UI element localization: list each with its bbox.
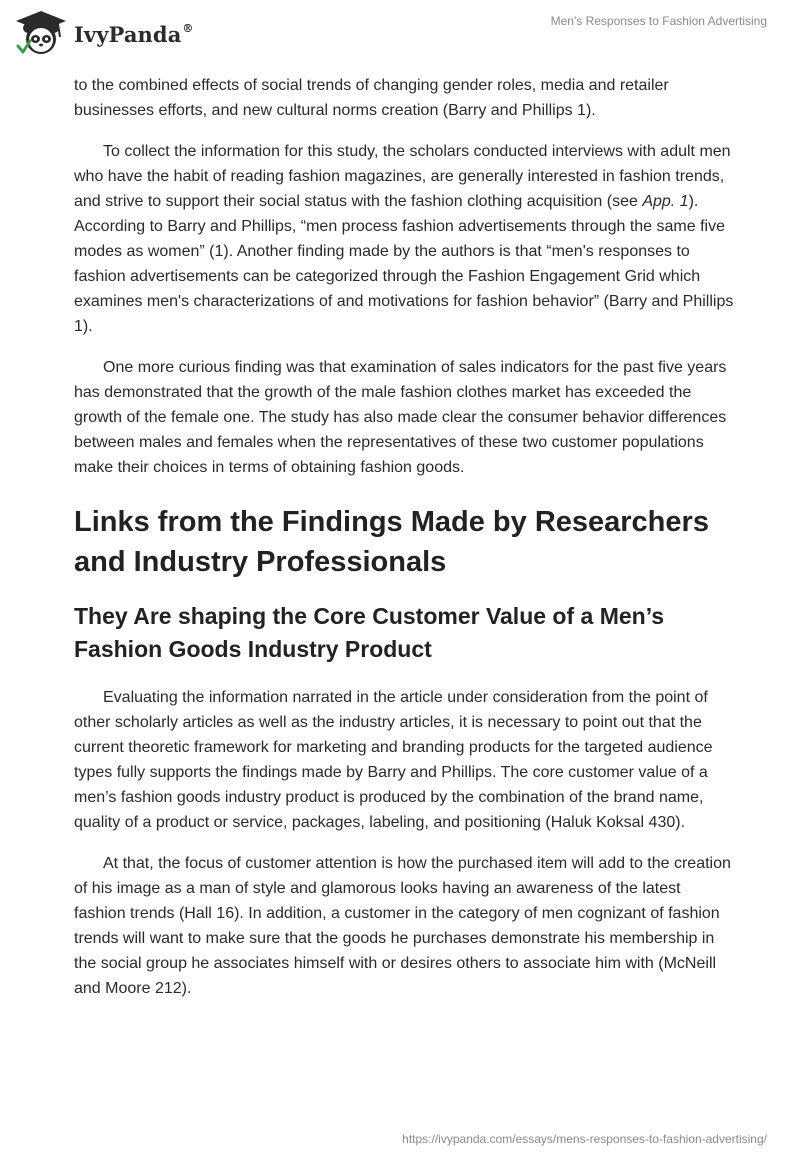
logo-text: IvyPanda®	[74, 21, 194, 47]
subsection-heading: They Are shaping the Core Customer Value of a Men’s Fashion Goods Industry Product	[74, 603, 665, 662]
section-heading: Links from the Findings Made by Researchers and Industry Professionals	[74, 506, 709, 578]
page-header	[0, 0, 800, 70]
logo[interactable]	[14, 8, 194, 60]
appendix-reference: App. 1	[642, 193, 689, 210]
paragraph-1: to the combined effects of social trends of changing gender roles, media and retailer businesses efforts, and new cultural norms creation (Barry and Phillips 1).	[74, 77, 669, 119]
paragraph-3: One more curious finding was that examination of sales indicators for the past five years has demonstrated that the growth of the male fashion clothes market has exceeded the growth of the female one. The study has also made clear the consumer behavior differences between males and females when the representatives of these two customer populations make their choices in terms of obtaining fashion goods.	[74, 359, 727, 476]
essay-content	[74, 73, 734, 1017]
paragraph-2-text-b: ). According to Barry and Phillips, “men process fashion advertisements through the same five modes as women” (1). Another finding made by the authors is that “men's responses to fashion advertisements can be categorized through the Fashion Engagement Grid which examines men's characterizations of and motivations for fashion behavior” (Barry and Phillips 1).	[74, 193, 734, 335]
paragraph-4: Evaluating the information narrated in the article under consideration from the point of other scholarly articles as well as the industry articles, it is necessary to point out that the current theoretic framework for marketing and branding products for the targeted audience types fully supports the findings made by Barry and Phillips. The core customer value of a men’s fashion goods industry product is produced by the combination of the brand name, quality of a product or service, packages, labeling, and positioning (Haluk Koksal 430).	[74, 689, 713, 831]
document-title: Men's Responses to Fashion Advertising	[550, 14, 767, 28]
source-url[interactable]: https://ivypanda.com/essays/mens-responses-to-fashion-advertising/	[402, 1132, 767, 1146]
paragraph-5: At that, the focus of customer attention is how the purchased item will add to the creation of his image as a man of style and glamorous looks having an awareness of the latest fashion trends (Hall 16). In addition, a customer in the category of men cognizant of fashion trends will want to make sure that the goods he purchases demonstrate his membership in the social group he associates himself with or desires others to associate him with (McNeill and Moore 212).	[74, 855, 731, 997]
panda-graduate-icon	[14, 9, 68, 59]
registered-mark: ®	[182, 21, 194, 35]
paragraph-2-text-a: To collect the information for this study, the scholars conducted interviews with adult men who have the habit of reading fashion magazines, are generally interested in fashion trends, and strive to support their social status with the fashion clothing acquisition (see	[74, 143, 731, 210]
paragraph-2	[74, 139, 734, 339]
